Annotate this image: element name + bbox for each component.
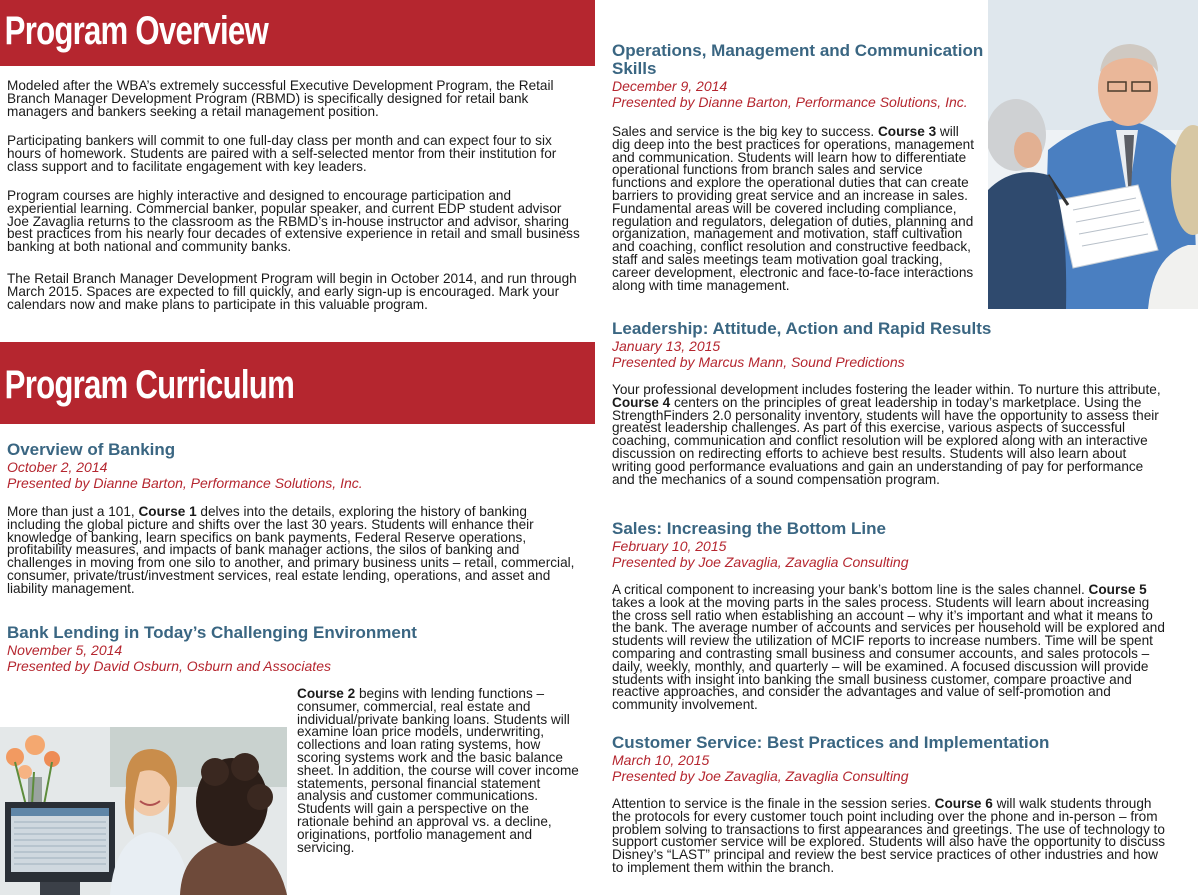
course-4-label: Course 4 — [612, 394, 671, 410]
course-6-section — [612, 734, 1168, 875]
program-curriculum-banner — [0, 342, 595, 424]
course-3-header — [612, 42, 984, 110]
course-5-label: Course 5 — [1088, 582, 1147, 597]
course-5-description: A critical component to increasing your bank’s bottom line is the sales channel. Course 5 takes a look at the moving parts in the sales process. Students will learn about increasing the cross sell ratio when establishing an account – why it’s important and what it means to the bank. The average number of accounts and services per household will be explored and students will review the utilization of MCIF reports to increase numbers. Time will be spent comparing and contrasting small business and consumer accounts, and sales protocols – daily, weekly, monthly, and quarterly – will be examined. A focused discussion will provide students with insight into banking the small business customer, compare proactive and reactive approaches, and consider the advantages and value of self-promotion and community involvement. — [612, 582, 1165, 713]
bank-teller-photo — [0, 727, 287, 895]
course-2-label: Course 2 — [297, 686, 356, 701]
advisor-meeting-illustration — [988, 0, 1198, 309]
course-5-date: February 10, 2015 — [612, 538, 727, 554]
overview-paragraph-4: The Retail Branch Manager Development Program will begin in October 2014, and run through March 2015. Spaces are expected to fill quickly, and early sign-up is encouraged. Mark your calendars now and make plans to participate in this valuable program. — [7, 271, 577, 312]
overview-paragraph-1: Modeled after the WBA’s extremely successful Executive Development Program, the Retail Branch Manager Development Program (RBMD) is specifically designed for retail bank managers and bankers seeking a retail management position. — [7, 78, 554, 119]
program-curriculum-heading: Program Curriculum — [4, 363, 295, 407]
course-1-date: October 2, 2014 — [7, 459, 108, 475]
course-6-presenter: Presented by Joe Zavaglia, Zavaglia Consulting — [612, 768, 909, 784]
course-4-date: January 13, 2015 — [612, 338, 721, 354]
course-2-date: November 5, 2014 — [7, 642, 123, 658]
course-2-description: Course 2 begins with lending functions – consumer, commercial, real estate and individual/private banking loans. Students will examine loan price models, underwriting, collections and loan rating systems, how scoring systems work and the basic balance sheet. In addition, the course will cover income statements, personal financial statement analysis and customer communications. Students will gain a perspective on the rationale behind an approval vs. a decline, originations, portfolio management and servicing. — [7, 688, 583, 854]
course-4-description: Your professional development includes fostering the leader within. To nurture this attribute, Course 4 centers on the principles of great leadership in today’s marketplace. Using the StrengthFinders 2.0 personality inventory, students will have the opportunity to assess their greatest leadership challenges. As part of this exercise, various aspects of successful coaching, communication and conflict resolution will be explored along with an interactive discussion on redirecting efforts to achieve best results. Students will also learn about writing good performance evaluations and gain an understanding of pay for performance and the mechanics of a sound compensation program. — [612, 382, 1161, 487]
course-3-date: December 9, 2014 — [612, 78, 728, 94]
course-1-section — [7, 441, 583, 596]
overview-paragraph-3: Program courses are highly interactive and designed to encourage participation and experiential learning. Commercial banker, popular speaker, and current EDP student advisor Joe Zavaglia returns to the classroom as the RBMD’s in-house instructor and advisor, sharing best practices from his nearly four decades of extensive experience in retail and small business banking at both national and community banks. — [7, 188, 580, 255]
course-1-presenter: Presented by Dianne Barton, Performance Solutions, Inc. — [7, 475, 363, 491]
course-1-title: Overview of Banking — [7, 440, 176, 459]
course-6-label: Course 6 — [934, 796, 993, 811]
course-5-presenter: Presented by Joe Zavaglia, Zavaglia Consulting — [612, 554, 909, 570]
course-3-label: Course 3 — [877, 124, 937, 139]
program-overview-heading: Program Overview — [4, 9, 268, 53]
course-4-section — [612, 320, 1168, 486]
course-5-title: Sales: Increasing the Bottom Line — [612, 519, 886, 538]
course-5-section — [612, 520, 1168, 712]
course-6-description: Attention to service is the finale in the session series. Course 6 will walk students through the protocols for every customer touch point including over the phone and in-person – from problem solving to transactions to first appearances and greetings. The use of technology to support customer service will be explored. Students will also have the opportunity to discuss Disney’s “LAST” principal and review the best service practices of other industries and how to implement them within the branch. — [612, 796, 1166, 875]
course-3-presenter: Presented by Dianne Barton, Performance Solutions, Inc. — [612, 94, 968, 110]
program-overview-banner — [0, 0, 595, 66]
course-6-title: Customer Service: Best Practices and Implementation — [612, 733, 1050, 752]
advisor-meeting-photo — [988, 0, 1198, 309]
course-4-title: Leadership: Attitude, Action and Rapid Results — [612, 319, 992, 338]
course-6-date: March 10, 2015 — [612, 752, 710, 768]
course-3-description: Sales and service is the big key to success. Course 3 will dig deep into the best practices for operations, management and communication. Students will learn how to differentiate operational functions from branch sales and service functions and explore the operational duties that can create barriers to providing great service and an increase in sales. Fundamental areas will be covered including compliance, regulation and regulators, delegation of duties, planning and organization, management and motivation, staff cultivation and coaching, conflict resolution and constructive feedback, staff and sales meetings team motivation goal tracking, career development, electronic and face-to-face interactions along with time management. — [612, 124, 974, 293]
course-3-title: Operations, Management and Communication Skills — [612, 41, 984, 78]
overview-paragraph-2: Participating bankers will commit to one full-day class per month and can expect four to six hours of homework. Students are paired with a self-selected mentor from their institution for class support and to facilitate engagement with key leaders. — [7, 133, 557, 174]
course-4-presenter: Presented by Marcus Mann, Sound Predictions — [612, 354, 905, 370]
bank-teller-illustration — [0, 727, 287, 895]
course-2-title: Bank Lending in Today’s Challenging Environment — [7, 623, 417, 642]
course-1-description: More than just a 101, Course 1 delves into the details, exploring the history of banking including the global picture and shifts over the last 30 years. Students will enhance their knowledge of banking, learn specifics on bank payments, Federal Reserve operations, profitability measures, and impacts of bank manager actions, the silos of banking and challenges in moving from one silo to another, and primary business units – retail, commercial, consumer, private/trust/investment services, real estate lending, operations, and asset and liability management. — [7, 504, 575, 596]
course-2-presenter: Presented by David Osburn, Osburn and Associates — [7, 658, 331, 674]
course-1-label: Course 1 — [138, 504, 197, 519]
